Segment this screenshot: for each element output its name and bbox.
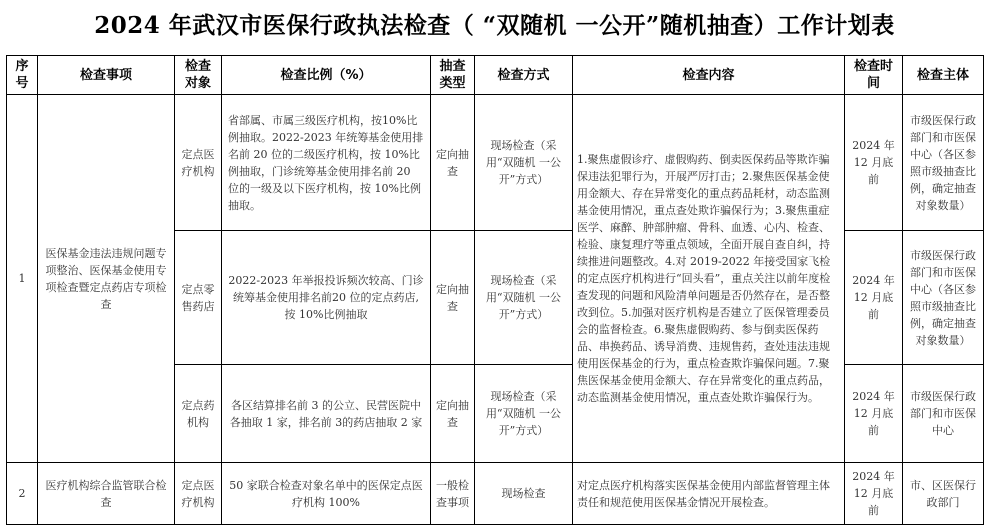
header-seq: 序号 bbox=[7, 56, 38, 95]
row1a-method: 现场检查（采用“双随机 一公开”方式） bbox=[475, 95, 573, 231]
row1c-method: 现场检查（采用“双随机 一公开”方式） bbox=[475, 365, 573, 463]
row1b-ratio: 2022-2023 年举报投诉频次较高、门诊统筹基金使用排名前20 位的定点药店,按 10%比例抽取 bbox=[222, 231, 431, 365]
row1a-subject: 市级医保行政部门和市医保中心（各区参照市级抽查比例，确定抽查对象数量） bbox=[903, 95, 984, 231]
row1b-method: 现场检查（采用“双随机 一公开”方式） bbox=[475, 231, 573, 365]
row1a-object: 定点医疗机构 bbox=[175, 95, 222, 231]
header-time: 检查时间 bbox=[845, 56, 903, 95]
header-method: 检查方式 bbox=[475, 56, 573, 95]
header-content: 检查内容 bbox=[573, 56, 845, 95]
row1c-ratio: 各区结算排名前 3 的公立、民营医院中各抽取 1 家，排名前 3的药店抽取 2 家 bbox=[222, 365, 431, 463]
row2-item: 医疗机构综合监管联合检查 bbox=[38, 463, 175, 525]
header-item: 检查事项 bbox=[38, 56, 175, 95]
row1b-type: 定向抽查 bbox=[431, 231, 475, 365]
row1c-type: 定向抽查 bbox=[431, 365, 475, 463]
row2-object: 定点医疗机构 bbox=[175, 463, 222, 525]
inspection-plan-table bbox=[6, 55, 984, 525]
row1-item: 医保基金违法违规问题专项整治、医保基金使用专项检查暨定点药店专项检查 bbox=[38, 95, 175, 463]
table-row bbox=[7, 95, 984, 231]
row1b-object: 定点零售药店 bbox=[175, 231, 222, 365]
row2-seq: 2 bbox=[7, 463, 38, 525]
row2-time: 2024 年12 月底前 bbox=[845, 463, 903, 525]
header-object: 检查对象 bbox=[175, 56, 222, 95]
table-row bbox=[7, 463, 984, 525]
row1c-object: 定点药机构 bbox=[175, 365, 222, 463]
header-ratio: 检查比例（%） bbox=[222, 56, 431, 95]
row1c-time: 2024 年12 月底前 bbox=[845, 365, 903, 463]
table-header-row bbox=[7, 56, 984, 95]
page-title: 2024 年武汉市医保行政执法检查（ “双随机 一公开”随机抽查）工作计划表 bbox=[94, 12, 895, 39]
row2-ratio: 50 家联合检查对象名单中的医保定点医疗机构 100% bbox=[222, 463, 431, 525]
row2-content: 对定点医疗机构落实医保基金使用内部监督管理主体责任和规范使用医保基金情况开展检查。 bbox=[573, 463, 845, 525]
row1-content: 1.聚焦虚假诊疗、虚假购药、倒卖医保药品等欺诈骗保违法犯罪行为，开展严厉打击；2.聚焦医保基金使用金额大、存在异常变化的重点药品耗材，动态监测基金使用情况，重点查处欺诈骗保行为；3.聚焦重症医学、麻醉、肿部肿瘤、骨科、血透、心内、检查、检验、康复理疗等重点领域，全面开展自查自纠，持续推进问题整改。4.对 2019-2022 年接受国家飞检的定点医疗机构进行“回头看”，重点关注以前年度检查发现的问题和风险清单问题是否仍然存在，是否整改到位。5.加强对医疗机构是否建立了医保管理委员会的监督检查。6.聚焦虚假购药、参与倒卖医保药品、串换药品、诱导消费、违规售药，查处违法违规使用医保基金的行为，重点检查欺诈骗保问题。7.聚焦医保基金使用金额大、存在异常变化的重点药品，动态监测基金使用情况，重点查处欺诈骗保行为。 bbox=[573, 95, 845, 463]
row1b-time: 2024 年12 月底前 bbox=[845, 231, 903, 365]
row1a-ratio: 省部属、市属三级医疗机构，按10%比例抽取。2022-2023 年统筹基金使用排名前 20 位的二级医疗机构，按 10%比例抽取，门诊统筹基金使用排名前 20 位的一级及以下医疗机构，按 10%比例抽取。 bbox=[222, 95, 431, 231]
row1a-time: 2024 年12 月底前 bbox=[845, 95, 903, 231]
row2-type: 一般检查事项 bbox=[431, 463, 475, 525]
row1-seq: 1 bbox=[7, 95, 38, 463]
row2-method: 现场检查 bbox=[475, 463, 573, 525]
row2-subject: 市、区医保行政部门 bbox=[903, 463, 984, 525]
row1b-subject: 市级医保行政部门和市医保中心（各区参照市级抽查比例，确定抽查对象数量） bbox=[903, 231, 984, 365]
header-type: 抽查类型 bbox=[431, 56, 475, 95]
row1c-subject: 市级医保行政部门和市医保中心 bbox=[903, 365, 984, 463]
header-subject: 检查主体 bbox=[903, 56, 984, 95]
row1a-type: 定向抽查 bbox=[431, 95, 475, 231]
